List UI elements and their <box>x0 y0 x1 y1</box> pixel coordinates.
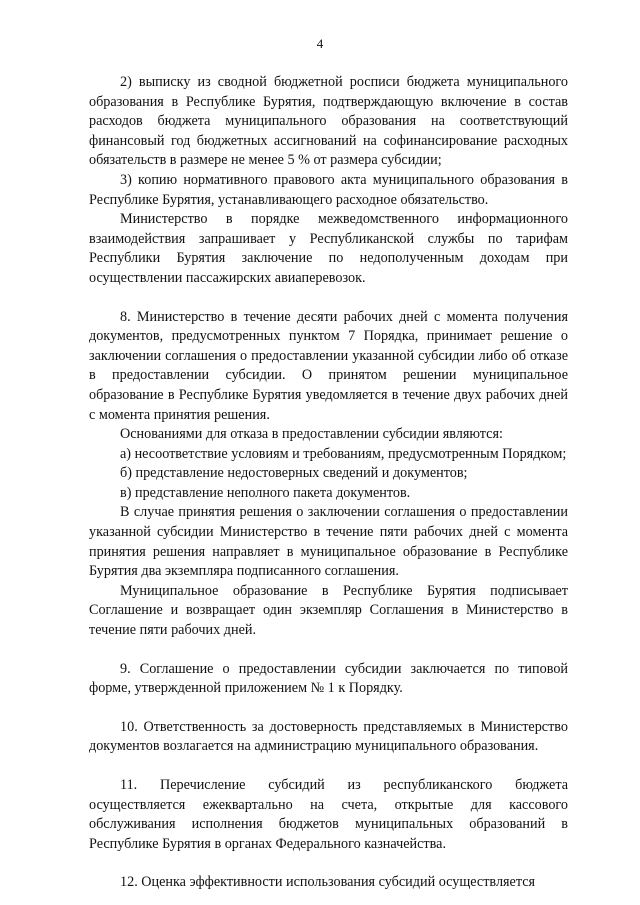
paragraph-agreement-signing: Муниципальное образование в Республике Бурятия подписывает Соглашение и возвращает один экземпляр Соглашения в Министерство в течение пяти рабочих дней. <box>89 582 568 639</box>
section-gap <box>89 289 568 308</box>
paragraph-item-3-legal-act-copy: 3) копию нормативного правового акта муниципального образования в Республике Бурятия, устанавливающего расходное обязательство. <box>89 171 568 208</box>
paragraph-refusal-b: б) представление недостоверных сведений и документов; <box>120 465 468 482</box>
paragraph-refusal-grounds: Основаниями для отказа в предоставлении субсидии являются: <box>120 426 503 443</box>
paragraph-refusal-a: а) несоответствие условиям и требованиям, предусмотренным Порядком; <box>120 445 567 462</box>
section-gap <box>89 854 568 873</box>
paragraph-section-11: 11. Перечисление субсидий из республиканского бюджета осуществляется ежеквартально на счета, открытые для кассового обслуживания исполнения бюджетов муниципальных образований в Республике Бурятия в органах Федерального казначейства. <box>89 777 568 852</box>
paragraph-agreement-sending: В случае принятия решения о заключении соглашения о предоставлении указанной субсидии Министерство в течение пяти рабочих дней с момента принятия решения направляет в муниципальное образование в Республике Бурятия два экземпляра подписанного соглашения. <box>89 504 568 580</box>
document-body <box>89 73 568 893</box>
paragraph-section-8: 8. Министерство в течение десяти рабочих дней с момента получения документов, предусмотренных пунктом 7 Порядка, принимает решение о заключении соглашения о предоставлении указанной субсидии либо об отказе в предоставлении субсидии. О принятом решении муниципальное образование в Республике Бурятия уведомляется в течение двух рабочих дней с момента принятия решения. <box>89 308 568 423</box>
section-gap <box>89 699 568 718</box>
section-gap <box>89 757 568 776</box>
section-gap <box>89 641 568 660</box>
paragraph-section-12: 12. Оценка эффективности использования субсидий осуществляется <box>120 874 536 891</box>
paragraph-ministry-request: Министерство в порядке межведомственного информационного взаимодействия запрашивает у Республиканской службы по тарифам Республики Бурятия заключение по недополученным доходам при осуществлении пассажирских авиаперевозок. <box>89 211 568 286</box>
paragraph-section-10: 10. Ответственность за достоверность представляемых в Министерство документов возлагается на администрацию муниципального образования. <box>89 718 568 755</box>
paragraph-section-9: 9. Соглашение о предоставлении субсидии заключается по типовой форме, утвержденной приложением № 1 к Порядку. <box>89 660 568 697</box>
page-number: 4 <box>316 36 324 51</box>
paragraph-item-2-budget-extract: 2) выписку из сводной бюджетной росписи бюджета муниципального образования в Республике Бурятия, подтверждающую включение в состав расходов бюджета муниципального образования на соответствующий финансовый год бюджетных ассигнований на софинансирование расходных обязательств в размере не менее 5 % от размера субсидии; <box>89 74 568 169</box>
paragraph-refusal-c: в) представление неполного пакета документов. <box>120 484 411 501</box>
